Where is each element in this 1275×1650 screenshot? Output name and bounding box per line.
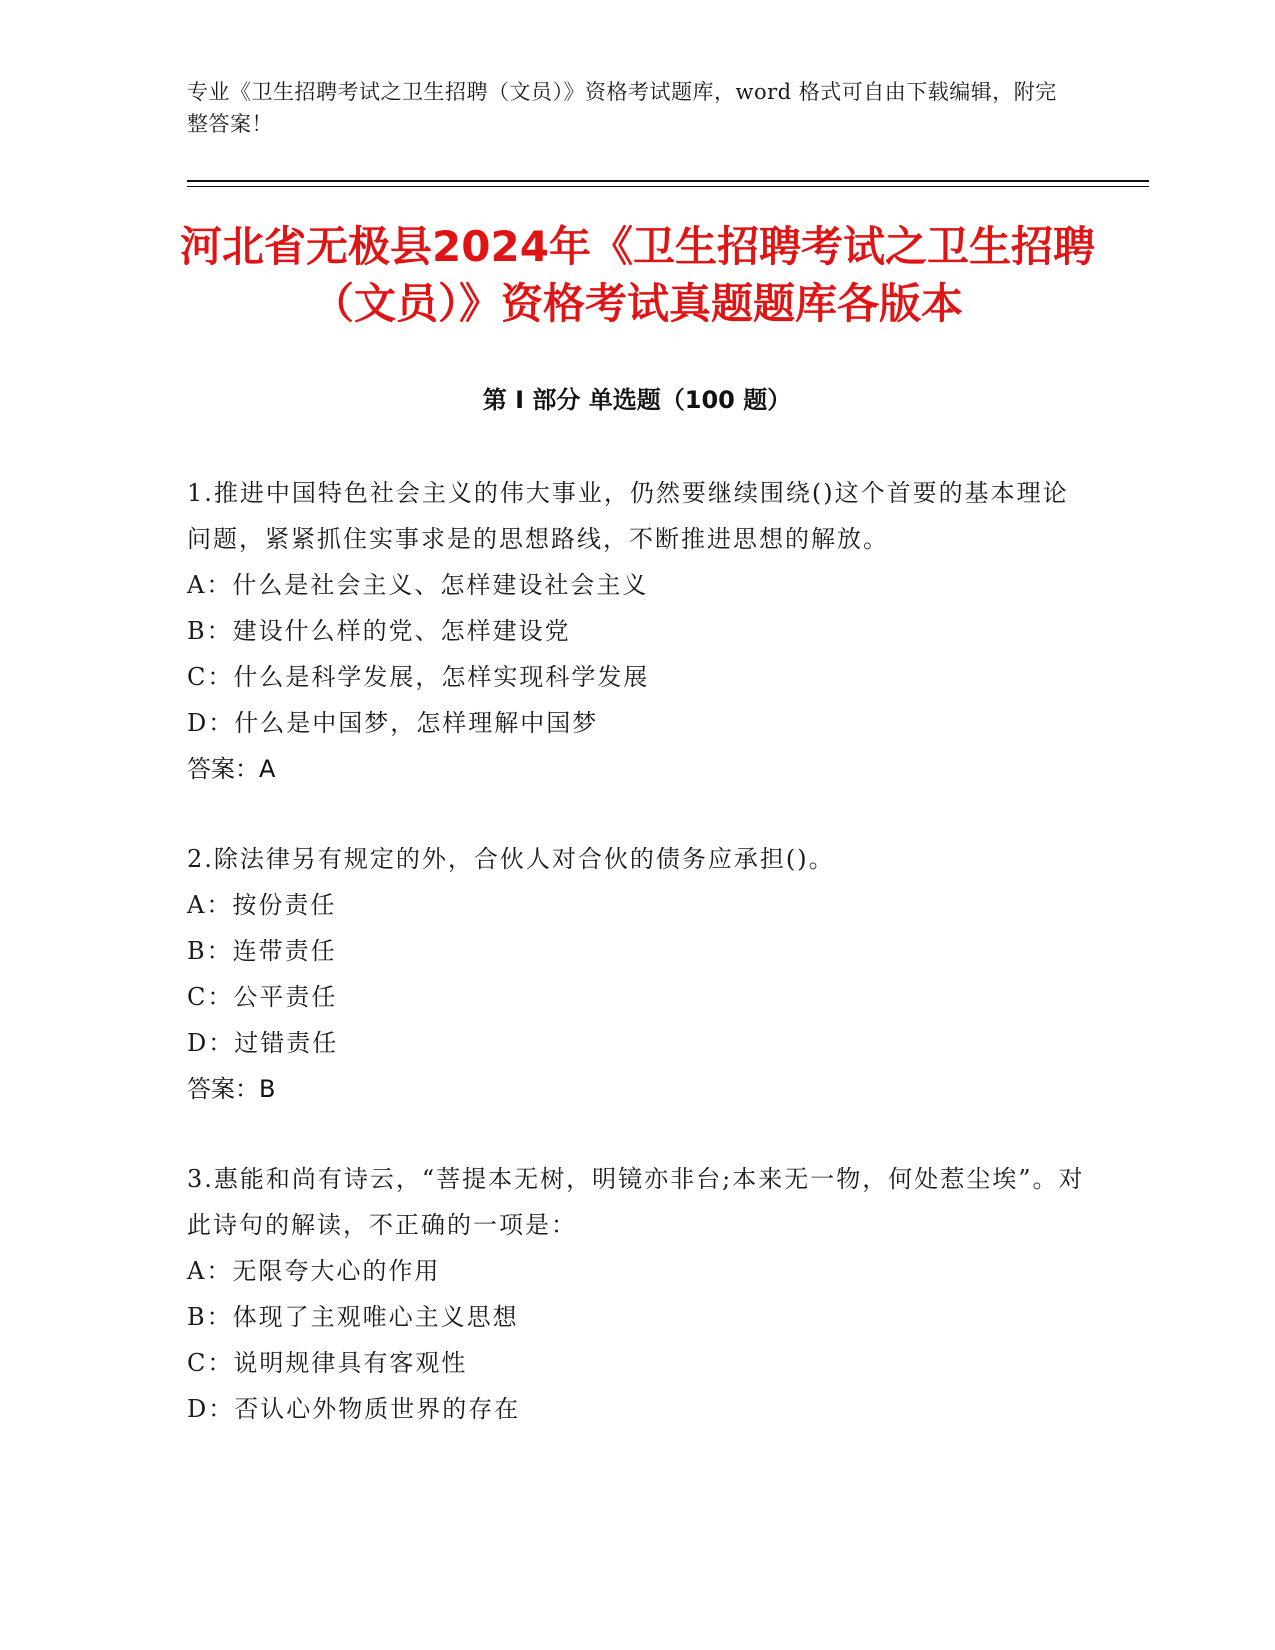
header-divider-thick: [187, 180, 1149, 182]
answer-line: 答案：A: [187, 755, 276, 783]
option-a: A：什么是社会主义、怎样建设社会主义: [187, 571, 649, 599]
section-heading: 第 I 部分 单选题（100 题）: [482, 386, 792, 414]
question-item: [187, 1156, 1087, 1432]
option-d: D：否认心外物质世界的存在: [187, 1395, 521, 1423]
question-item: [187, 470, 1087, 792]
option-a: A：按份责任: [187, 891, 337, 919]
question-stem: 1.推进中国特色社会主义的伟大事业，仍然要继续围绕()这个首要的基本理论问题，紧紧抓住实事求是的思想路线，不断推进思想的解放。: [187, 479, 1069, 553]
option-c: C：说明规律具有客观性: [187, 1349, 468, 1377]
question-item: [187, 836, 1087, 1112]
option-c: C：公平责任: [187, 983, 338, 1011]
option-c: C：什么是科学发展，怎样实现科学发展: [187, 663, 650, 691]
document-title: 河北省无极县2024年《卫生招聘考试之卫生招聘（文员）》资格考试真题题库各版本: [180, 222, 1095, 328]
answer-line: 答案：B: [187, 1075, 276, 1103]
question-list: [187, 470, 1087, 1476]
header-divider-thin: [187, 186, 1149, 187]
option-d: D：什么是中国梦，怎样理解中国梦: [187, 709, 599, 737]
question-stem: 3.惠能和尚有诗云，“菩提本无树，明镜亦非台;本来无一物，何处惹尘埃”。对此诗句的解读，不正确的一项是：: [187, 1165, 1085, 1239]
question-stem: 2.除法律另有规定的外，合伙人对合伙的债务应承担()。: [187, 845, 835, 873]
option-b: B：体现了主观唯心主义思想: [187, 1303, 519, 1331]
option-d: D：过错责任: [187, 1029, 339, 1057]
option-b: B：建设什么样的党、怎样建设党: [187, 617, 571, 645]
option-a: A：无限夸大心的作用: [187, 1257, 441, 1285]
option-b: B：连带责任: [187, 937, 337, 965]
header-note: 专业《卫生招聘考试之卫生招聘（文员）》资格考试题库，word 格式可自由下载编辑，附完整答案！: [187, 80, 1057, 136]
